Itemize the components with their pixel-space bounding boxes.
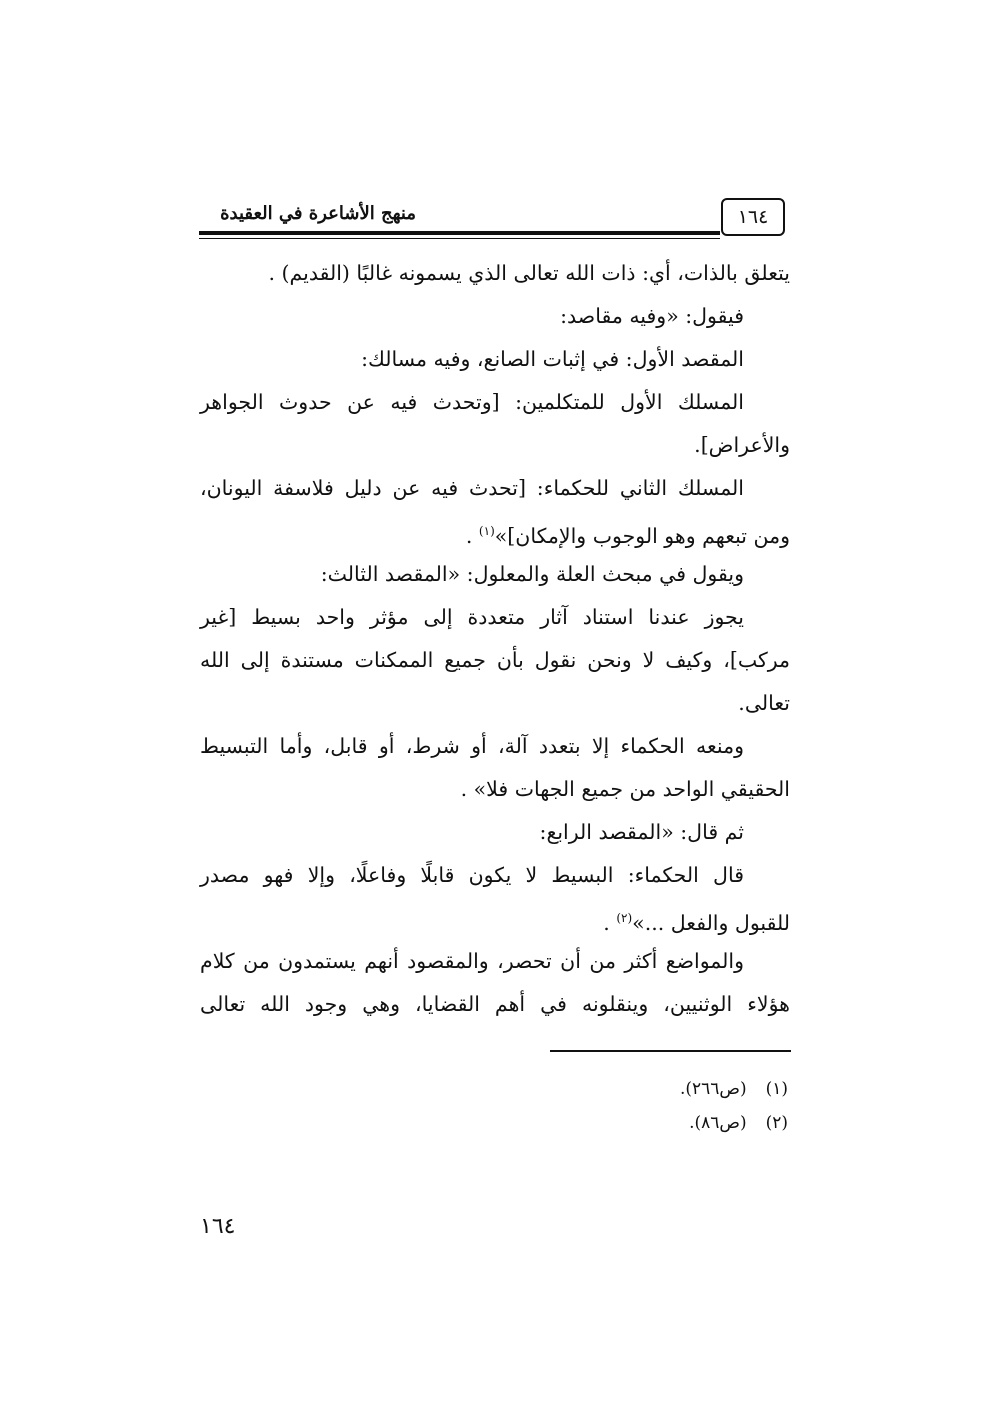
- footnote-2-number: (٢): [765, 1113, 788, 1133]
- footnote-2-text: (ص٨٦).: [689, 1113, 747, 1133]
- footnote-ref-2: (٢): [616, 911, 633, 925]
- body-text: [200, 252, 790, 1026]
- body-line-2: فيقول: «وفيه مقاصد:: [560, 304, 744, 328]
- body-line-12: ومنعه الحكماء إلا بتعدد آلة، أو شرط، أو قابل، وأما التبسيط: [200, 734, 744, 758]
- footnotes: [500, 1072, 788, 1140]
- body-line-17: والمواضع أكثر من أن تحصر، والمقصود أنهم يستمدون من كلام: [200, 949, 744, 973]
- footnote-1-number: (١): [765, 1079, 788, 1099]
- footer-page-number: ١٦٤: [200, 1214, 236, 1239]
- footnote-separator: [550, 1050, 791, 1052]
- footnote-1: [500, 1072, 788, 1106]
- body-line-6: المسلك الثاني للحكماء: [تحدث فيه عن دليل فلاسفة اليونان،: [200, 476, 744, 500]
- body-line-9: يجوز عندنا استناد آثار متعددة إلى مؤثر واحد بسيط [غير: [200, 605, 744, 629]
- footnote-1-text: (ص٢٦٦).: [679, 1079, 747, 1099]
- body-line-10: مركب]، وكيف لا ونحن نقول بأن جميع الممكنات مستندة إلى الله: [200, 648, 790, 672]
- body-line-3: المقصد الأول: في إثبات الصانع، وفيه مسالك:: [361, 347, 744, 371]
- body-line-7: ومن تبعهم وهو الوجوب والإمكان]»$^{(١)}$ .: [465, 524, 790, 548]
- header-rule-thick: [199, 231, 720, 235]
- body-line-15: قال الحكماء: البسيط لا يكون قابلًا وفاعلًا، وإلا فهو مصدر: [200, 863, 744, 887]
- header-page-number: ١٦٤: [737, 206, 769, 228]
- header-page-number-box: [721, 198, 785, 236]
- body-line-14: ثم قال: «المقصد الرابع:: [539, 820, 744, 844]
- header-rule-thin: [199, 238, 720, 239]
- footnote-2: [500, 1106, 788, 1140]
- body-line-18: هؤلاء الوثنيين، وينقلونه في أهم القضايا، وهي وجود الله تعالى: [200, 992, 790, 1016]
- footnote-ref-1: (١): [478, 524, 495, 538]
- body-line-5: والأعراض].: [694, 433, 790, 457]
- body-line-1: يتعلق بالذات، أي: ذات الله تعالى الذي يسمونه غالبًا (القديم) .: [268, 261, 790, 285]
- body-line-11: تعالى.: [738, 691, 790, 715]
- body-line-13: الحقيقي الواحد من جميع الجهات فلا» .: [460, 777, 790, 801]
- body-line-16: للقبول والفعل ...»$^{(٢)}$ .: [603, 911, 790, 935]
- body-line-8: ويقول في مبحث العلة والمعلول: «المقصد الثالث:: [320, 562, 744, 586]
- running-header-title: منهج الأشاعرة في العقيدة: [220, 203, 416, 224]
- body-line-4: المسلك الأول للمتكلمين: [وتحدث فيه عن حدوث الجواهر: [200, 390, 744, 414]
